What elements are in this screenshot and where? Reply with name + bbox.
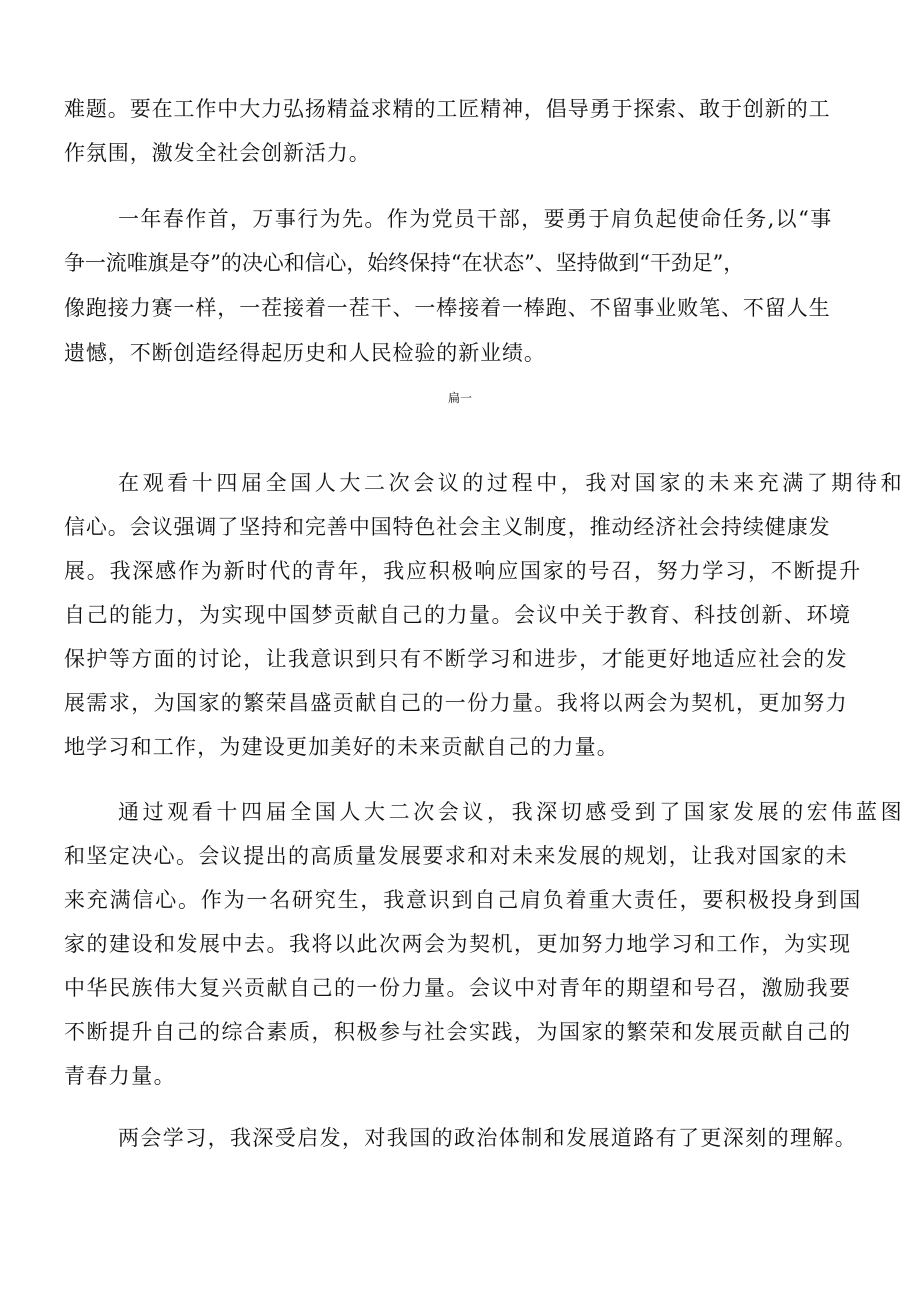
line-text: 家的建设和发展中去。我将以此次两会为契机，更加努力地学习和工作，为实现: [64, 932, 852, 956]
paragraph-line: [0, 637, 920, 681]
line-text: 展需求，为国家的繁荣昌盛贡献自己的一份力量。我将以两会为契机，更加努力: [64, 691, 848, 715]
line-text: 两会学习，我深受启发，对我国的政治体制和发展道路有了更深刻的理解。: [118, 1126, 858, 1150]
line-text: 展。我深感作为新时代的青年，我应积极响应国家的号召，努力学习，不断提升: [64, 559, 862, 583]
line-text: 中华民族伟大复兴贡献自己的一份力量。会议中对青年的期望和号召，激励我要: [64, 976, 852, 1000]
paragraph-line: [0, 834, 920, 878]
paragraph-line: [0, 241, 920, 285]
line-text: 地学习和工作，为建设更加美好的未来贡献自己的力量。: [64, 735, 619, 759]
line-text: 在观看十四届全国人大二次会议的过程中，我对国家的未来充满了期待和: [118, 471, 906, 495]
paragraph-line: [0, 922, 920, 966]
section-heading: 扁一: [447, 391, 472, 405]
line-text: 遗憾，不断创造经得起历史和人民检验的新业绩。: [64, 341, 546, 365]
line-text: 一年春作首，万事行为先。作为党员干部，要勇于肩负起使命任务,以“事: [118, 207, 833, 231]
line-text: 通过观看十四届全国人大二次会议，我深切感受到了国家发展的宏伟蓝图: [118, 800, 906, 824]
line-text: 难题。要在工作中大力弘扬精益求精的工匠精神，倡导勇于探索、敢于创新的工: [64, 97, 831, 121]
paragraph-line: [0, 593, 920, 637]
line-text: 来充满信心。作为一名研究生，我意识到自己肩负着重大责任，要积极投身到国: [64, 888, 862, 912]
paragraph-line: [0, 681, 920, 725]
line-text: 像跑接力赛一样，一茬接着一茬干、一棒接着一棒跑、不留事业败笔、不留人生: [64, 296, 831, 320]
line-text: 信心。会议强调了坚持和完善中国特色社会主义制度，推动经济社会持续健康发: [64, 515, 831, 539]
paragraph-line: [0, 878, 920, 922]
line-text: 保护等方面的讨论，让我意识到只有不断学习和进步，才能更好地适应社会的发: [64, 647, 848, 671]
line-text: 不断提升自己的综合素质，积极参与社会实践，为国家的繁荣和发展贡献自己的: [64, 1020, 852, 1044]
paragraph-line: [0, 1010, 920, 1054]
paragraph-line: [0, 966, 920, 1010]
paragraph-line: [0, 197, 920, 241]
line-text: 和坚定决心。会议提出的高质量发展要求和对未来发展的规划，让我对国家的未: [64, 844, 848, 868]
paragraph-line: [0, 286, 920, 330]
paragraph-line: [0, 1116, 920, 1160]
line-text: 争一流唯旗是夺”的决心和信心，始终保持“在状态”、坚持做到“干劲足”，: [64, 251, 745, 275]
paragraph-line: [0, 790, 920, 834]
paragraph-line: [0, 505, 920, 549]
paragraph-line: [0, 1054, 920, 1098]
paragraph-line: [0, 549, 920, 593]
line-text: 作氛围，激发全社会创新活力。: [64, 141, 371, 165]
line-text: 青春力量。: [64, 1064, 176, 1088]
line-text: 自己的能力，为实现中国梦贡献自己的力量。会议中关于教育、科技创新、环境: [64, 603, 852, 627]
paragraph-line: [0, 461, 920, 505]
paragraph-line: [0, 87, 920, 131]
paragraph-line: [0, 331, 920, 375]
paragraph-line: [0, 725, 920, 769]
paragraph-line: [0, 131, 920, 175]
